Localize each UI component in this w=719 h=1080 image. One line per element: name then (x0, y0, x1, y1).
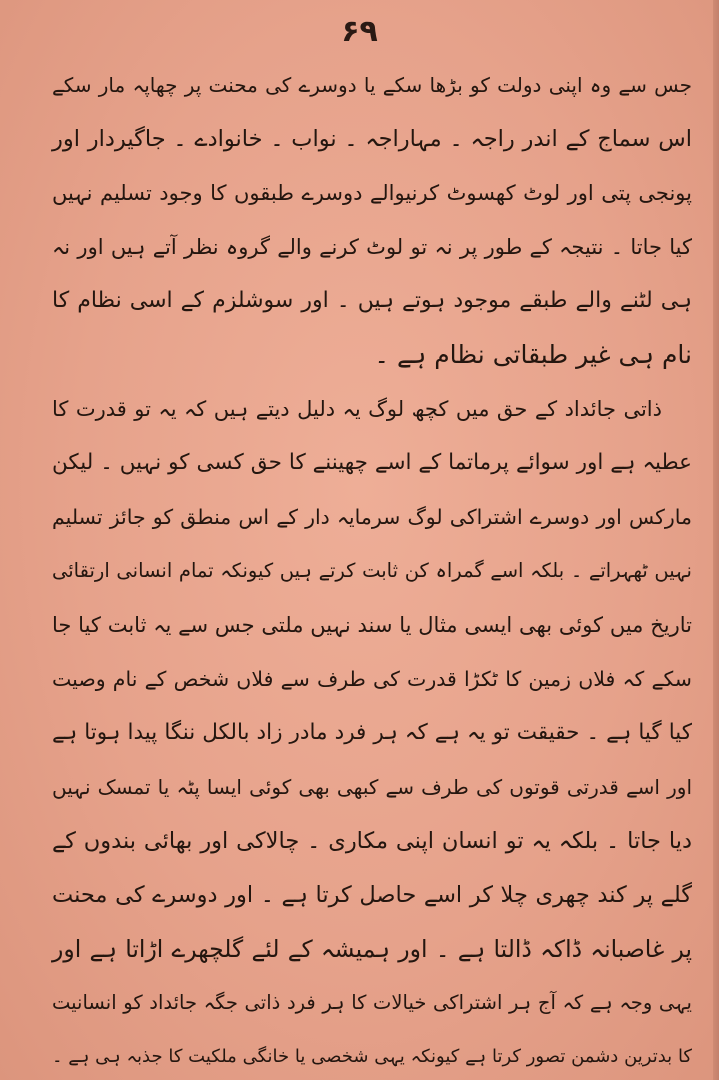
text-line: اور اسے قدرتی قوتوں کی طرف سے کبھی بھی کوئی ایسا پٹہ یا تمسک نہیں (52, 775, 692, 799)
text-line: اس سماج کے اندر راجہ ۔ مہاراجہ ۔ نواب ۔ خانوادے ۔ جاگیردار اور (52, 126, 692, 152)
text-line: جس سے وہ اپنی دولت کو بڑھا سکے یا دوسرے کی محنت پر چھاپہ مار سکے (52, 73, 692, 97)
body-text (52, 58, 692, 1080)
text-line: کیا گیا ہے ۔ حقیقت تو یہ ہے کہ ہر فرد مادر زاد بالکل ننگا پیدا ہوتا ہے (52, 720, 692, 745)
text-line: کا بدترین دشمن تصور کرتا ہے کیونکہ یہی شخصی یا خانگی ملکیت کا جذبہ ہی ہے ۔ (52, 1046, 692, 1067)
text-line: پر غاصبانہ ڈاکہ ڈالتا ہے ۔ اور ہمیشہ کے لئے گلچھرے اڑاتا ہے اور (52, 935, 692, 963)
text-line: نام ہی غیر طبقاتی نظام ہے ۔ (374, 340, 692, 369)
text-line: عطیہ ہے اور سوائے پرماتما کے اسے چھیننے کا حق کسی کو نہیں ۔ لیکن (52, 450, 692, 475)
text-line: پونجی پتی اور لوٹ کھسوٹ کرنیوالے دوسرے طبقوں کا وجود تسلیم نہیں (52, 181, 692, 205)
text-line: تاریخ میں کوئی بھی ایسی مثال یا سند نہیں ملتی جس سے یہ ثابت کیا جا (52, 613, 692, 637)
text-line: مارکس اور دوسرے اشتراکی لوگ سرمایہ دار کے اس منطق کو جائز تسلیم (52, 505, 692, 529)
page-edge (713, 0, 719, 1080)
text-line: سکے کہ فلاں زمین کا ٹکڑا قدرت کی طرف سے فلاں شخص کے نام وصیت (52, 667, 692, 691)
text-line: گلے پر کند چھری چلا کر اسے حاصل کرتا ہے ۔ اور دوسرے کی محنت (52, 882, 692, 908)
page-number: ۶۹ (341, 14, 378, 49)
text-line: یہی وجہ ہے کہ آج ہر اشتراکی خیالات کا ہر فرد ذاتی جگہ جائداد کو انسانیت (52, 991, 692, 1014)
paragraph-start-line: ذاتی جائداد کے حق میں کچھ لوگ یہ دلیل دیتے ہیں کہ یہ تو قدرت کا (52, 397, 662, 421)
text-line: دیا جاتا ۔ بلکہ یہ تو انسان اپنی مکاری ۔ چالاکی اور بھائی بندوں کے (52, 828, 692, 854)
text-line: ہی لٹنے والے طبقے موجود ہوتے ہیں ۔ اور سوشلزم کے اسی نظام کا (52, 288, 692, 313)
text-line: کیا جاتا ۔ نتیجہ کے طور پر نہ تو لوٹ کرنے والے گروہ نظر آتے ہیں اور نہ (52, 235, 692, 259)
text-line: نہیں ٹھہراتے ۔ بلکہ اسے گمراہ کن ثابت کرتے ہیں کیونکہ تمام انسانی ارتقائی (52, 559, 692, 582)
